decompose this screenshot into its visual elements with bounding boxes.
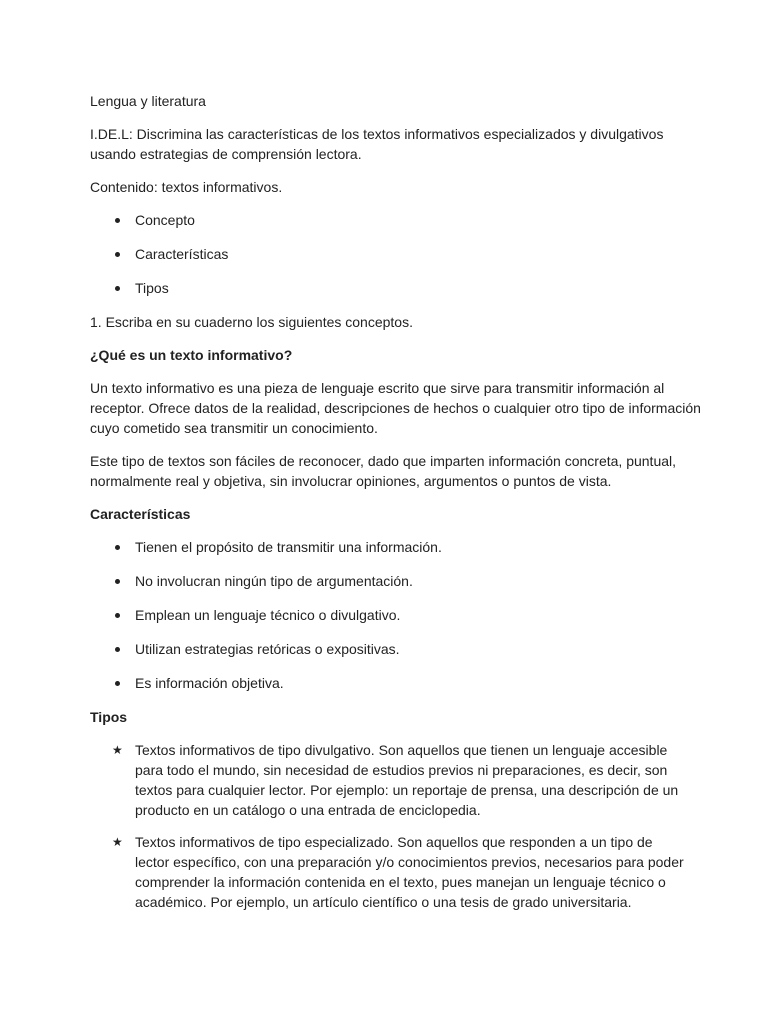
star-bullet-icon: ★ [112, 835, 123, 849]
definition-paragraph-1: Un texto informativo es una pieza de lenguaje escrito que sirve para transmitir información al receptor. Ofrece datos de la realidad, descripciones de hechos o cualquier otro tipo de información cuyo cometido sea transmitir un conocimiento. [90, 380, 701, 436]
list-item: Utilizan estrategias retóricas o expositivas. [90, 639, 708, 659]
list-item: Características [90, 244, 708, 264]
idel-paragraph: I.DE.L: Discrimina las características de los textos informativos especializados y divulgativos usando estrategias de comprensión lectora. [90, 126, 664, 162]
caracteristicas-list [90, 537, 708, 693]
tipos-list [90, 740, 708, 912]
instruction-line: 1. Escriba en su cuaderno los siguientes conceptos. [90, 314, 413, 330]
tipo-text: Textos informativos de tipo especializado. Son aquellos que responden a un tipo de lector específico, con una preparación y/o conocimientos previos, necesarios para poder comprender la información contenida en el texto, pues manejan un lenguaje técnico o académico. Por ejemplo, un artículo científico o una tesis de grado universitaria. [135, 834, 684, 910]
list-item: No involucran ningún tipo de argumentación. [90, 571, 708, 591]
list-item: Concepto [90, 210, 708, 230]
definition-paragraph-2: Este tipo de textos son fáciles de reconocer, dado que imparten información concreta, puntual, normalmente real y objetiva, sin involucrar opiniones, argumentos o puntos de vista. [90, 453, 677, 489]
subject-title: Lengua y literatura [90, 93, 206, 109]
question-heading: ¿Qué es un texto informativo? [90, 347, 293, 363]
star-bullet-icon: ★ [112, 743, 123, 757]
list-item [90, 740, 708, 820]
tipo-text: Textos informativos de tipo divulgativo. Son aquellos que tienen un lenguaje accesible para todo el mundo, sin necesidad de estudios previos ni preparaciones, es decir, son textos para cualquier lector. Por ejemplo: un reportaje de prensa, una descripción de un producto en un catálogo o una entrada de enciclopedia. [135, 742, 679, 818]
list-item: Tienen el propósito de transmitir una información. [90, 537, 708, 557]
contenido-line: Contenido: textos informativos. [90, 179, 283, 195]
contenido-list [90, 210, 708, 298]
list-item: Emplean un lenguaje técnico o divulgativo. [90, 605, 708, 625]
list-item: Es información objetiva. [90, 673, 708, 693]
tipos-heading: Tipos [90, 709, 128, 725]
list-item: Tipos [90, 278, 708, 298]
caracteristicas-heading: Características [90, 506, 191, 522]
list-item [90, 832, 708, 912]
